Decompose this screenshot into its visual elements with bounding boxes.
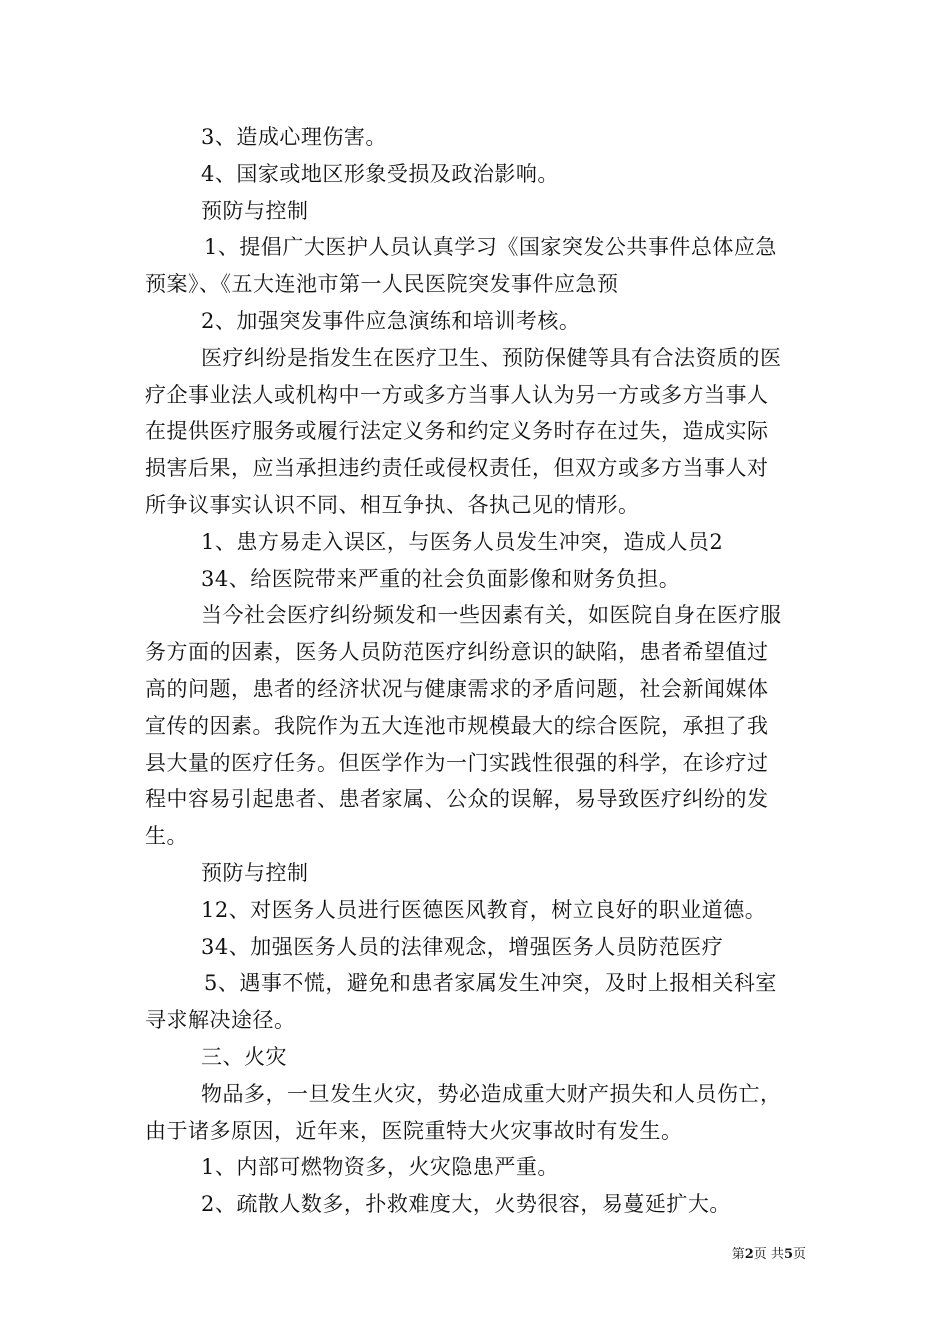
text-line: 由于诸多原因，近年来，医院重特大火灾事故时有发生。	[145, 1119, 683, 1143]
text-line: 1、内部可燃物资多，火灾隐患严重。	[201, 1155, 559, 1179]
section-heading: 三、火灾	[201, 1045, 287, 1069]
text-line: 物品多，一旦发生火灾，势必造成重大财产损失和人员伤亡，	[201, 1082, 782, 1106]
text-line: 生。	[145, 824, 188, 848]
text-line: 高的问题，患者的经济状况与健康需求的矛盾问题，社会新闻媒体	[145, 677, 769, 701]
text-line: 1、提倡广大医护人员认真学习《国家突发公共事件总体应急	[204, 235, 777, 259]
text-line: 2、加强突发事件应急演练和培训考核。	[201, 309, 581, 333]
text-line: 宣传的因素。我院作为五大连池市规模最大的综合医院，承担了我	[145, 714, 769, 738]
text-line: 3、造成心理伤害。	[201, 125, 387, 149]
text-line: 疗企事业法人或机构中一方或多方当事人认为另一方或多方当事人	[145, 383, 769, 407]
text-line: 5、遇事不慌，避免和患者家属发生冲突，及时上报相关科室	[204, 971, 777, 995]
current-page-number: 2	[744, 1247, 754, 1262]
text-line: 12、对医务人员进行医德医风教育，树立良好的职业道德。	[201, 898, 767, 922]
text-line: 程中容易引起患者、患者家属、公众的误解，易导致医疗纠纷的发	[145, 787, 769, 811]
footer-middle: 页 共	[753, 1247, 784, 1262]
text-line: 34、给医院带来严重的社会负面影像和财务负担。	[201, 567, 681, 591]
text-line: 1、患方易走入误区，与医务人员发生冲突，造成人员2	[201, 530, 724, 554]
text-line: 所争议事实认识不同、相互争执、各执己见的情形。	[145, 493, 640, 517]
text-line: 医疗纠纷是指发生在医疗卫生、预防保健等具有合法资质的医	[201, 346, 782, 370]
total-page-number: 5	[783, 1247, 793, 1262]
footer-suffix: 页	[792, 1247, 806, 1262]
text-line: 34、加强医务人员的法律观念，增强医务人员防范医疗	[201, 935, 724, 959]
text-line: 预案》、《五大连池市第一人民医院突发事件应急预	[145, 272, 619, 296]
text-line: 损害后果，应当承担违约责任或侵权责任，但双方或多方当事人对	[145, 456, 769, 480]
section-heading: 预防与控制	[201, 199, 309, 223]
text-line: 县大量的医疗任务。但医学作为一门实践性很强的科学，在诊疗过	[145, 751, 769, 775]
text-line: 当今社会医疗纠纷频发和一些因素有关，如医院自身在医疗服	[201, 603, 782, 627]
text-line: 4、国家或地区形象受损及政治影响。	[201, 162, 559, 186]
text-line: 2、疏散人数多，扑救难度大，火势很容，易蔓延扩大。	[201, 1192, 731, 1216]
page-footer	[732, 1247, 806, 1263]
text-line: 寻求解决途径。	[145, 1008, 296, 1032]
text-line: 在提供医疗服务或履行法定义务和约定义务时存在过失，造成实际	[145, 419, 769, 443]
section-heading: 预防与控制	[201, 861, 309, 885]
text-line: 务方面的因素，医务人员防范医疗纠纷意识的缺陷，患者希望值过	[145, 640, 769, 664]
footer-prefix: 第	[731, 1247, 745, 1262]
